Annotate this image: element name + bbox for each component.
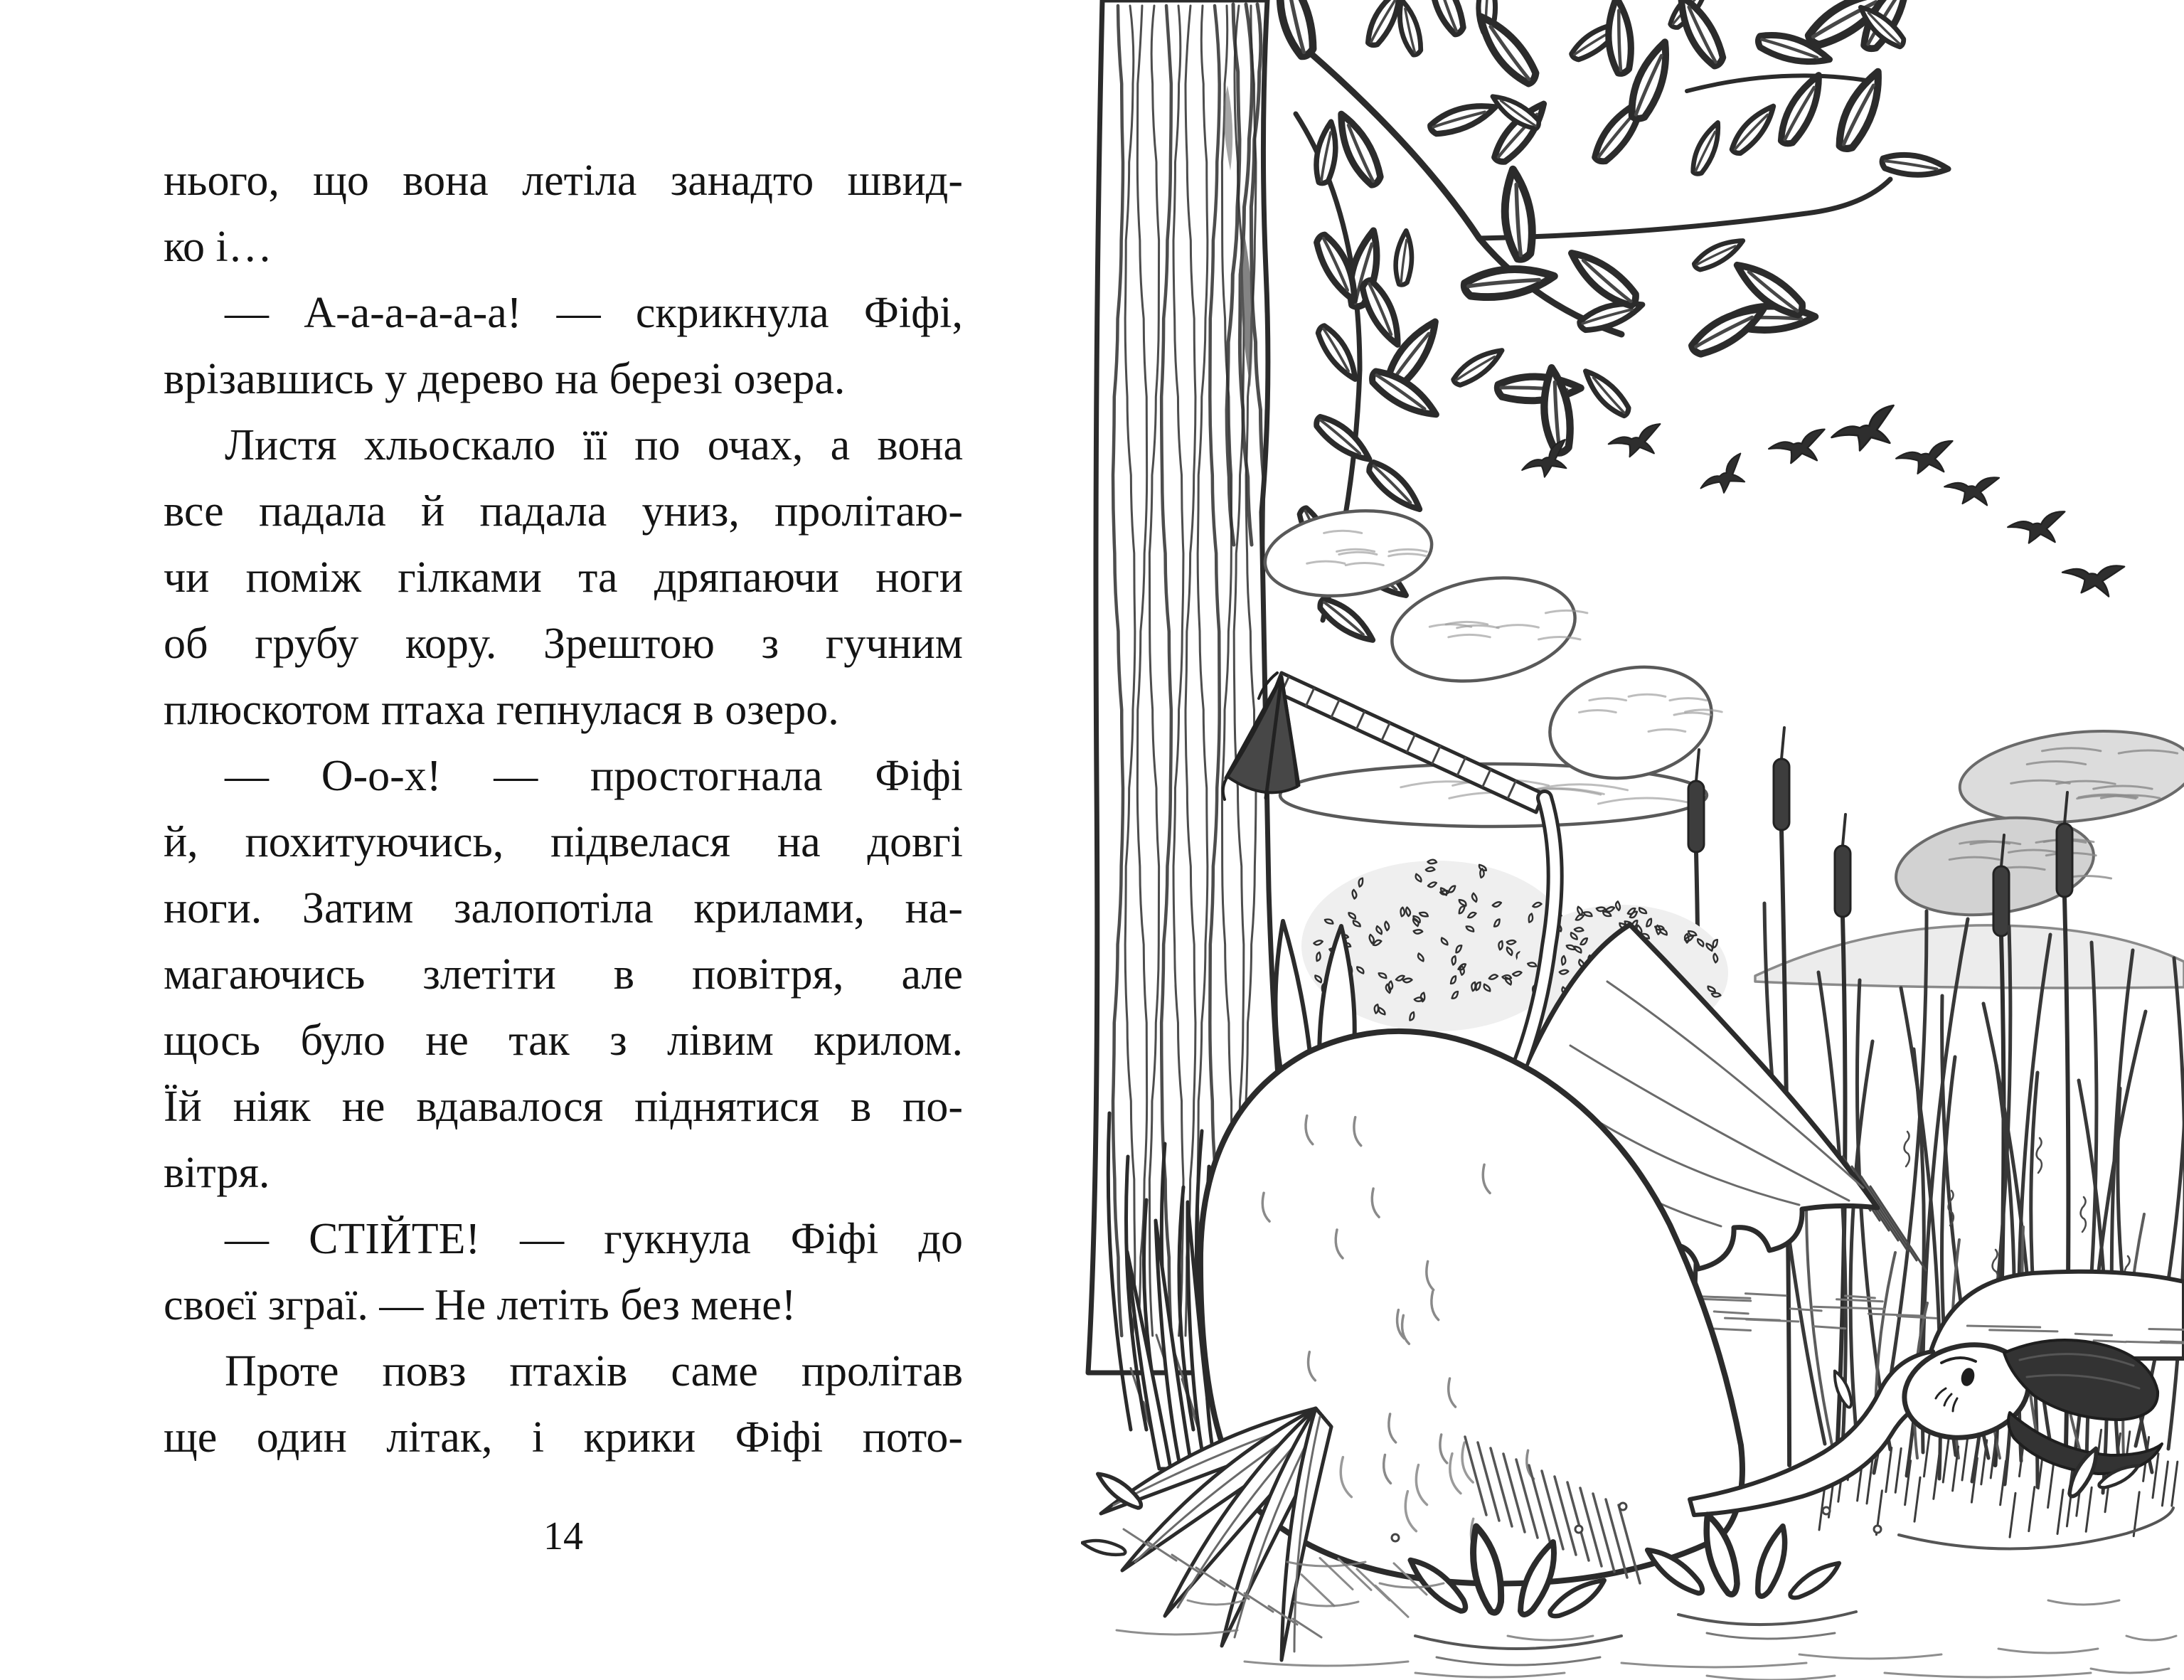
- text-line: своєї зграї. — Не летіть без мене!: [164, 1281, 797, 1329]
- open-beak: [2004, 1340, 2162, 1474]
- illustration-crashed-goose: [1081, 0, 2184, 1680]
- reeds: [1764, 903, 2184, 1537]
- page-number: 14: [543, 1514, 583, 1558]
- text-line: — А-а-а-а-а-а! — скрикнула Фіфі,: [225, 289, 963, 337]
- text-line: об грубу кору. Зрештою з гучним: [164, 620, 963, 668]
- text-line: нього, що вона летіла занадто швид-: [164, 156, 963, 205]
- text-line: вітря.: [164, 1149, 270, 1197]
- text-line: ще один літак, і крики Фіфі пото-: [164, 1413, 963, 1462]
- text-line: магаючись злетіти в повітря, але: [164, 950, 963, 999]
- text-line: — СТІЙТЕ! — гукнула Фіфі до: [225, 1215, 963, 1263]
- text-line: Проте повз птахів саме пролітав: [225, 1347, 963, 1395]
- text-line: врізавшись у дерево на березі озера.: [164, 355, 846, 403]
- text-line: щось було не так з лівим крилом.: [164, 1016, 963, 1065]
- water-ripples: [1117, 1562, 2176, 1680]
- text-line: — О-о-х! — простогнала Фіфі: [225, 752, 963, 800]
- text-line: ноги. Затим залопотіла крилами, на-: [164, 884, 963, 932]
- text-line: ко і…: [164, 223, 272, 271]
- text-line: Їй ніяк не вдавалося піднятися в по-: [164, 1083, 963, 1131]
- story-text: [164, 148, 963, 1471]
- tail-fan: [1101, 1408, 1331, 1660]
- text-line: й, похитуючись, підвелася на довгі: [164, 818, 963, 866]
- text-line: чи поміж гілками та дряпаючи ноги: [164, 553, 963, 602]
- text-line: все падала й падала униз, пролітаю-: [164, 487, 963, 536]
- bird-flock: [1518, 405, 2124, 604]
- text-line: Листя хльоскало її по очах, а вона: [225, 421, 963, 469]
- distant-clouds: [1890, 721, 2184, 927]
- text-line: плюскотом птаха гепнулася в озеро.: [164, 686, 839, 734]
